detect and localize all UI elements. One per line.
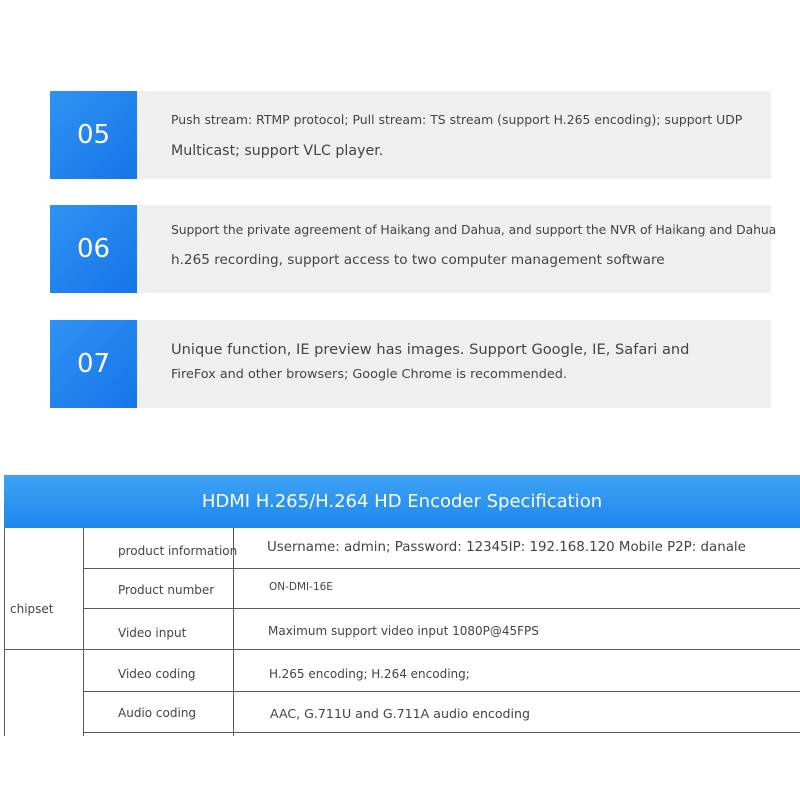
spec-row-value: Username: admin; Password: 12345IP: 192.168.120 Mobile P2P: danale: [267, 540, 746, 555]
spec-row-value: H.265 encoding; H.264 encoding;: [269, 667, 470, 681]
spec-group-label: chipset: [10, 602, 54, 616]
table-border: [83, 608, 800, 609]
spec-row-label: Video input: [118, 626, 187, 640]
table-border: [83, 568, 800, 569]
feature-item-05: [50, 91, 771, 179]
spec-row-label: Video coding: [118, 667, 196, 681]
feature-number-badge: 05: [50, 91, 137, 179]
spec-row-value: AAC, G.711U and G.711A audio encoding: [270, 706, 531, 721]
spec-row-value: Maximum support video input 1080P@45FPS: [268, 624, 539, 638]
table-border: [4, 528, 5, 736]
feature-text-line-2: FireFox and other browsers; Google Chrome is recommended.: [171, 367, 567, 382]
feature-text-line-1: Push stream: RTMP protocol; Pull stream: TS stream (support H.265 encoding); support UDP: [171, 112, 743, 127]
table-border: [233, 528, 234, 736]
feature-text-line-2: Multicast; support VLC player.: [171, 143, 384, 159]
spec-row-label: product information: [118, 544, 238, 558]
feature-item-07: [50, 320, 771, 408]
spec-row-value: ON-DMI-16E: [269, 581, 333, 593]
spec-table-title: HDMI H.265/H.264 HD Encoder Specification: [4, 475, 800, 528]
table-border: [83, 528, 84, 736]
feature-text-line-2: h.265 recording, support access to two computer management software: [171, 252, 665, 268]
feature-text-line-1: Unique function, IE preview has images. Support Google, IE, Safari and: [171, 341, 690, 358]
table-border: [4, 649, 800, 650]
table-border: [83, 691, 800, 692]
feature-number-badge: 07: [50, 320, 137, 408]
feature-text-line-1: Support the private agreement of Haikang and Dahua, and support the NVR of Haikang and Dahua: [171, 222, 777, 237]
feature-number-badge: 06: [50, 205, 137, 293]
spec-row-label: Audio coding: [118, 706, 197, 720]
feature-item-06: [50, 205, 777, 293]
spec-table: [0, 528, 800, 800]
table-border: [83, 732, 800, 733]
spec-row-label: Product number: [118, 583, 215, 597]
